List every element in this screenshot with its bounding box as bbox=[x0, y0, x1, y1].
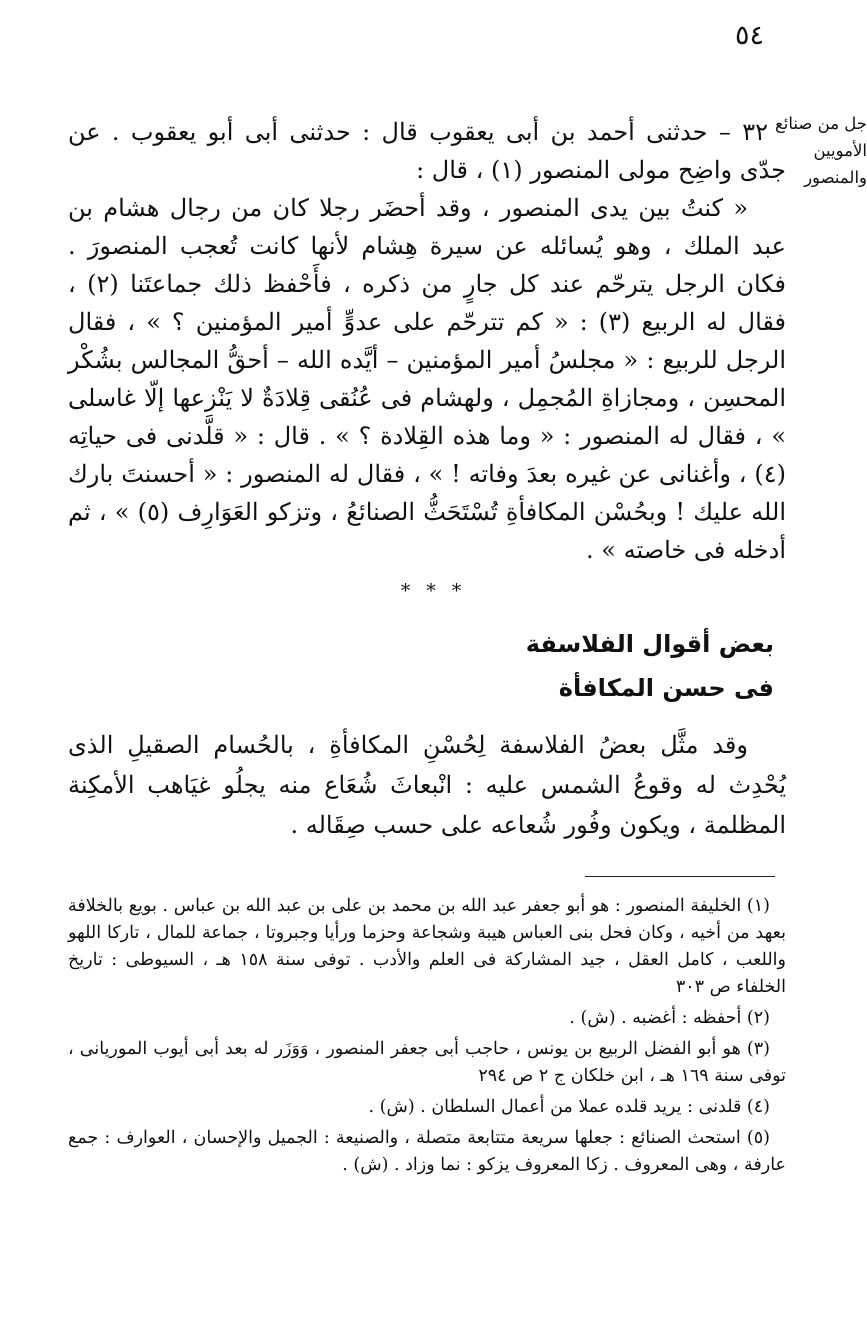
footnote: (٤) قلدنى : يريد قلده عملا من أعمال السلطان . (ش) . bbox=[368, 1097, 770, 1117]
paragraph: وقد مثَّل بعضُ الفلاسفة لِحُسْنِ المكافأةِ ، بالحُسام الصقيلِ الذى يُحْدِث له وقوعُ الشمس عليه : انْبعاثَ شُعَاع منه يجلُو غيَاهب الأمكِنة المظلمة ، ويكون وفُور شُعاعه على حسب صِقَاله . bbox=[68, 731, 786, 839]
footnotes bbox=[68, 893, 786, 1183]
heading-line: بعض أقوال الفلاسفة bbox=[525, 630, 774, 658]
section-body bbox=[68, 725, 786, 845]
main-text bbox=[68, 113, 786, 569]
margin-note-line: الأمويين bbox=[813, 141, 867, 160]
margin-note-line: والمنصور bbox=[804, 168, 867, 187]
heading-line: فى حسن المكافأة bbox=[558, 674, 774, 702]
footnote: (١) الخليفة المنصور : هو أبو جعفر عبد الله بن محمد بن على بن عبد الله بن عباس . بويع بالخلافة بعهد من أخيه ، وكان فحل بنى العباس هيبة وشجاعة وحزما ورأيا وجبروتا ، جماعة للمال ، تاركا اللهو واللعب ، كامل العقل ، جيد المشاركة فى العلم والأدب . توفى سنة ١٥٨ هـ ، السيوطى : تاريخ الخلفاء ص ٣٠٣ bbox=[68, 896, 786, 997]
footnote: (٣) هو أبو الفضل الربيع بن يونس ، حاجب أبى جعفر المنصور ، وَوَزَر له بعد أبى أيوب الموريانى ، توفى سنة ١٦٩ هـ ، ابن خلكان ج ٢ ص ٢٩٤ bbox=[68, 1039, 786, 1086]
section-heading bbox=[68, 622, 786, 710]
margin-note-line: جل من صنائع bbox=[775, 114, 867, 133]
page-number: ٥٤ bbox=[734, 20, 764, 51]
paragraph: ٣٢ – حدثنى أحمد بن أبى يعقوب قال : حدثنى أبى أبو يعقوب . عن جدّى واضِح مولى المنصور (١) ، قال : bbox=[68, 118, 786, 184]
margin-note bbox=[775, 110, 867, 191]
footnote-divider bbox=[585, 876, 775, 877]
footnote: (٢) أحفظه : أغضبه . (ش) . bbox=[569, 1008, 770, 1028]
paragraph: « كنتُ بين يدى المنصور ، وقد أحضَر رجلا كان من رجال هشام بن عبد الملك ، وهو يُسائله عن سيرة هِشام لأنها كانت تُعجب المنصورَ . فكان الرجل يترحّم عند كل جارٍ من ذكره ، فأَحْفظ ذلك جماعتَنا (٢) ، فقال له الربيع (٣) : « كم تترحّم على عدوٍّ أمير المؤمنين ؟ » ، فقال الرجل للربيع : « مجلسُ أمير المؤمنين – أيَّده الله – أحقُّ المجالس بشُكْر المحسِن ، ومجازاةِ المُجمِل ، ولهشام فى عُنُقى قِلادَةٌ لا يَنْزعها إلّا غاسلى » ، فقال له المنصور : « وما هذه القِلادة ؟ » . قال : « قلَّدنى فى حياتِه (٤) ، وأغنانى عن غيره بعدَ وفاته ! » ، فقال له المنصور : « أحسنتَ بارك الله عليك ! وبحُسْن المكافأةِ تُسْتَحَثُّ الصنائعُ ، وتزكو العَوَارِف (٥) » ، ثم أدخله فى خاصته » . bbox=[68, 194, 787, 564]
footnote: (٥) استحث الصنائع : جعلها سريعة متتابعة متصلة ، والصنيعة : الجميل والإحسان ، العوارف : جمع عارفة ، وهى المعروف . زكا المعروف يزكو : نما وزاد . (ش) . bbox=[68, 1128, 786, 1175]
section-separator: * * * bbox=[400, 580, 467, 602]
